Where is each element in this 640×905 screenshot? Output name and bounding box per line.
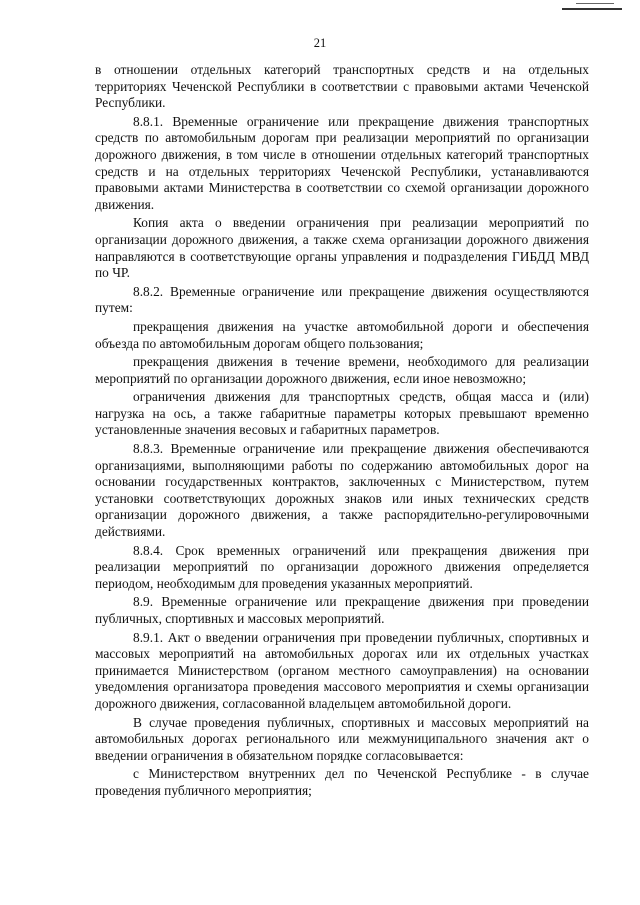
paragraph-list-item-3: ограничения движения для транспортных средств, общая масса и (или) нагрузка на ось, а также габаритные параметры которых превышают временно установленные значения весовых и габаритных параметров. <box>95 389 589 438</box>
scan-mark <box>576 3 614 4</box>
paragraph-copy-of-act: Копия акта о введении ограничения при реализации мероприятий по организации дорожного движения, а также схема организации дорожного движения направляются в соответствующие органы управления и подразделения ГИБДД МВД по ЧР. <box>95 215 589 281</box>
paragraph-list-item-1: прекращения движения на участке автомобильной дороги и обеспечения объезда по автомобильным дорогам общего пользования; <box>95 318 589 351</box>
paragraph-8-9: 8.9. Временные ограничение или прекращение движения при проведении публичных, спортивных и массовых мероприятий. <box>95 594 589 626</box>
paragraph-8-8-1: 8.8.1. Временные ограничение или прекращение движения транспортных средств по автомобильным дорогам при реализации мероприятий по организации дорожного движения, в том числе в отношении отдельных категорий транспортных средств и на отдельных территориях Чеченской Республики, устанавливаются правовыми актами Министерства в соответствии со схемой организации дорожного движения. <box>95 113 589 212</box>
paragraph-ministry-internal-affairs: с Министерством внутренних дел по Чеченской Республике - в случае проведения публичного мероприятия; <box>95 766 589 798</box>
paragraph-8-9-1: 8.9.1. Акт о введении ограничения при проведении публичных, спортивных и массовых мероприятий на автомобильных дорогах или их отдельных участках принимается Министерством (органом местного самоуправления) на основании уведомления организатора проведения массового мероприятия и схемы организации дорожного движения, согласованной владельцем автомобильной дороги. <box>95 629 589 711</box>
paragraph-8-8-4: 8.8.4. Срок временных ограничений или прекращения движения при реализации мероприятий по организации дорожного движения определяется периодом, необходимым для проведения указанных мероприятий. <box>95 542 589 591</box>
paragraph-continuation: в отношении отдельных категорий транспортных средств и на отдельных территориях Чеченской Республики в соответствии с правовыми актами Чеченской Республики. <box>95 62 589 111</box>
paragraph-8-8-3: 8.8.3. Временные ограничение или прекращение движения обеспечиваются организациями, выполняющими работы по содержанию автомобильных дорог на основании государственных контрактов, заключенных с Министерством, путем установки соответствующих дорожных знаков или иных технических средств организации дорожного движения, а также распорядительно-регулировочными действиями. <box>95 441 589 540</box>
page-number: 21 <box>313 36 327 50</box>
document-body <box>95 62 589 800</box>
scan-mark-line <box>562 8 622 10</box>
paragraph-8-8-2: 8.8.2. Временные ограничение или прекращение движения осуществляются путем: <box>95 283 589 316</box>
paragraph-approval-case: В случае проведения публичных, спортивных и массовых мероприятий на автомобильных дорогах регионального или межмуниципального значения акт о введении ограничения в обязательном порядке согласовывается: <box>95 714 589 763</box>
paragraph-list-item-2: прекращения движения в течение времени, необходимого для реализации мероприятий по организации дорожного движения, если иное невозможно; <box>95 354 589 386</box>
